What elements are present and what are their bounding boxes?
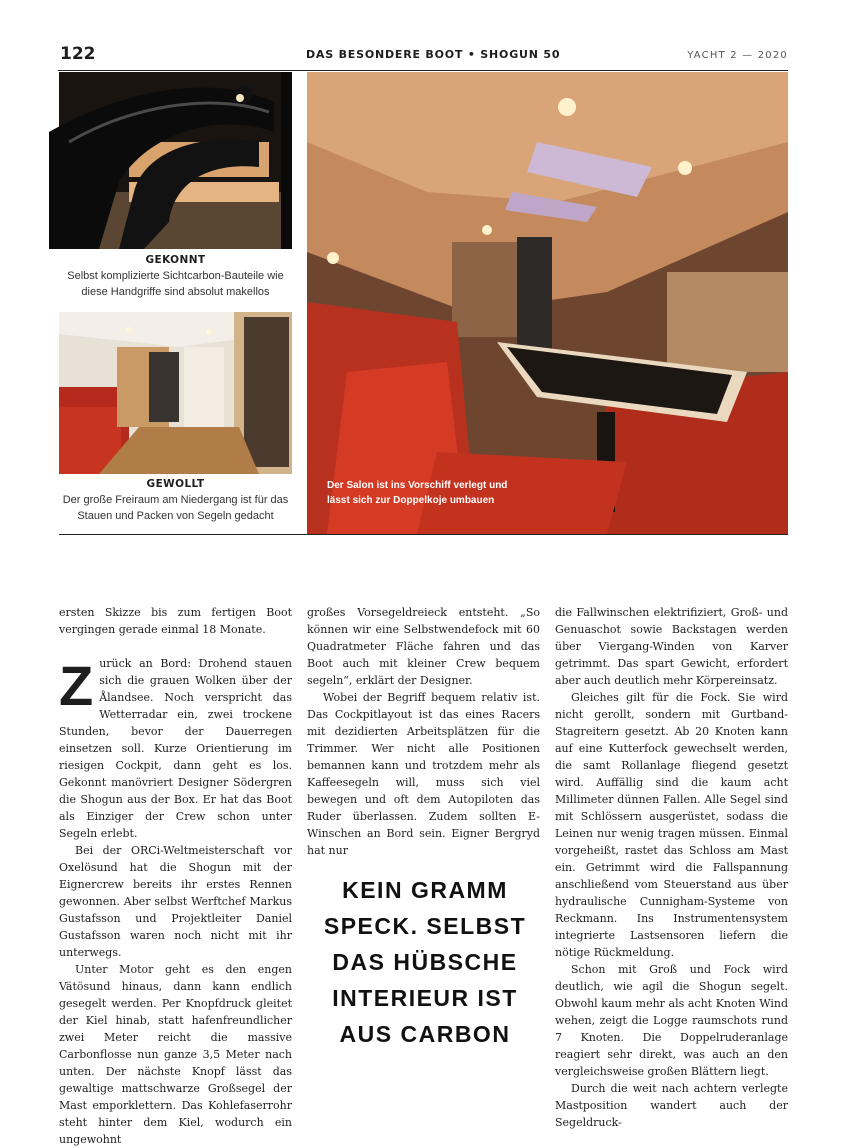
- interior-illustration: [59, 312, 292, 474]
- paragraph: Durch die weit nach achtern verlegte Mastposition wandert auch der Segeldruck-: [555, 1082, 788, 1129]
- caption-title-gewollt: GEWOLLT: [146, 478, 205, 490]
- paragraph: ersten Skizze bis zum fertigen Boot vergingen gerade einmal 18 Monate.: [59, 606, 292, 636]
- salon-illustration: [307, 72, 788, 534]
- paragraph: Unter Motor geht es den engen Vätösund hinaus, dann kann endlich gesegelt werden. Per Knopfdruck gleitet der Kiel hinab, statt hafenfreundlicher zwei Meter reicht die massive Carbonflosse nun ganze 3,5 Meter nach unten. Der nächste Knopf lässt das gewaltige mattschwarze Großsegel der Mast emporklettern. Das Kohlefaserrohr steht hinter dem Kiel, wodurch ein ungewohnt: [59, 963, 292, 1146]
- caption-salon: Der Salon ist ins Vorschiff verlegt und lässt sich zur Doppelkoje umbauen: [327, 480, 508, 506]
- article-column-3: [555, 604, 788, 1131]
- issue-label: YACHT 2 — 2020: [687, 50, 788, 61]
- photo-carbon-handgrip: [59, 72, 292, 249]
- caption-text-gekonnt: Selbst komplizierte Sichtcarbon-Bauteile wie diese Handgriffe sind absolut makellos: [67, 270, 284, 298]
- paragraph: Schon mit Groß und Fock wird deutlich, wie agil die Shogun segelt. Obwohl kaum mehr als acht Knoten Wind wehen, zeigt die Logge raumschots rund 7 Knoten. Die Doppelruderanlage reagiert sehr direkt, was auch an den vergleichsweise großen Blättern liegt.: [555, 963, 788, 1078]
- article-column-1: [59, 604, 292, 1148]
- paragraph-with-dropcap: [59, 655, 292, 842]
- paragraph: Wobei der Begriff bequem relativ ist. Das Cockpitlayout ist das eines Racers mit dezidierten Arbeitsplätzen für die Trimmer. Wer nicht alle Positionen bemannen kann und trotzdem mehr als Kaffeesegeln will, muss sich viel bewegen und oft dem Autopiloten das Ruder überlassen. Zudem sollten E-Winschen an Bord sein. Eigner Bergryd hat nur: [307, 691, 540, 857]
- caption-title-gekonnt: GEKONNT: [145, 254, 206, 266]
- header-rule: [58, 70, 788, 71]
- drop-cap: Z: [59, 654, 94, 717]
- paragraph: die Fallwinschen elektrifiziert, Groß- und Genuaschot sowie Backstagen werden über Viergang-Winden von Karver getrimmt. Das spart Gewicht, erfordert aber auch deutlich mehr Körpereinsatz.: [555, 606, 788, 687]
- photo-salon: [307, 72, 788, 534]
- pull-quote: KEIN GRAMM SPECK. SELBST DAS HÜBSCHE INTERIEUR IST AUS CARBON: [323, 877, 527, 1047]
- photo-interior-companionway: [59, 312, 292, 474]
- article-column-2: [307, 604, 540, 859]
- paragraph: Gleiches gilt für die Fock. Sie wird nicht gerollt, sondern mit Gurtband-Stagreitern gesetzt. Ab 20 Knoten kann auf eine Kutterfock gewechselt werden, die samt Rollanlage fliegend gesetzt wird. Auffällig sind die kaum acht Millimeter dünnen Fallen. Alle Segel sind mit Schlössern ausgerüstet, sodass die Leinen nur wenig tragen müssen. Einmal vorgeheißt, rastet das Schloss am Mast ein. Getrimmt wird die Fallspannung anschließend vom Steuerstand aus über hydraulische Cunnigham-Systeme von Reckmann. Ins Instrumentensystem integrierte Lastsensoren liefern die nötige Rückmeldung.: [555, 691, 788, 959]
- page-number: 122: [60, 44, 96, 64]
- caption-rule: [59, 534, 788, 535]
- paragraph: großes Vorsegeldreieck entsteht. „So können wir eine Selbstwendefock mit 60 Quadratmeter Fläche fahren und das Boot auch mit kleiner Crew bequem segeln“, erklärt der Designer.: [307, 606, 540, 687]
- handgrip-illustration: [59, 72, 292, 249]
- caption-text-gewollt: Der große Freiraum am Niedergang ist für das Stauen und Packen von Segeln gedacht: [62, 494, 289, 522]
- paragraph: Bei der ORCi-Weltmeisterschaft vor Oxelösund hat die Shogun mit der Eignercrew bereits ihr erstes Rennen gewonnen. Aber selbst Werftchef Markus Gustafsson und Projektleiter Daniel Gustafsson waren noch nicht mit ihr unterwegs.: [59, 844, 292, 959]
- paragraph-text: urück an Bord: Drohend stauen sich die grauen Wolken über der Ålandsee. Noch verspricht das Wetterradar ein, zwei trockene Stunden, bevor der Dauerregen einsetzen soll. Kurze Orientierung im riesigen Cockpit, dann geht es los. Gekonnt manövriert Designer Södergren die Shogun aus der Box. Er hat das Boot als Einziger der Crew schon unter Segeln erlebt.: [59, 657, 292, 840]
- section-title: DAS BESONDERE BOOT • SHOGUN 50: [306, 48, 561, 61]
